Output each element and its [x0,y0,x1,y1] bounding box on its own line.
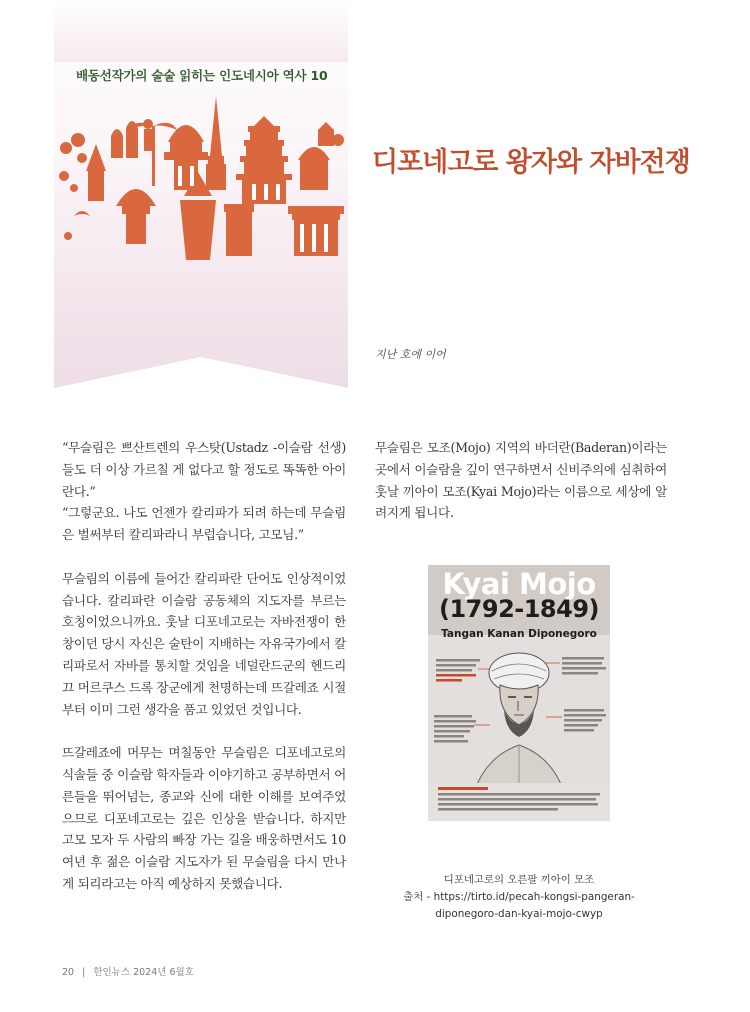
poster-subtitle: Tangan Kanan Diponegoro [441,628,597,640]
caption-title: 디포네고로의 오른팔 끼아이 모조 [443,874,595,886]
caption-source: 출처 - https://tirto.id/pecah-kongsi-pangeran- [403,891,635,903]
poster-name: Kyai Mojo [442,567,596,601]
paragraph: 무슬림의 이름에 들어간 칼리파란 단어도 인상적이었습니다. 칼리파란 이슬람 공동체의 지도자를 부르는 호칭이었으니까요. 훗날 디포네고로는 자바전쟁이 한창이던 당시 자신은 술탄이 지배하는 자유국가에서 칼리파로서 자바를 통치할 것임을 네덜란드군의 헨드리끄 머르쿠스 드록 장군에게 천명하는데 뜨갈레죠 시절부터 이미 그런 생각을 품고 있었던 것입니다. [62,570,346,717]
page-footer [62,964,194,978]
kyai-mojo-poster [428,565,610,821]
paragraph: 뜨갈레죠에 머무는 며칠동안 무슬림은 디포네고로의 식솔들 중 이슬람 학자들과 이야기하고 공부하면서 어른들을 뛰어넘는, 종교와 신에 대한 이해를 보여주었으므로 디포네고로는 깊은 인상을 받습니다. 하지만 고모 모자 두 사람의 빠장 가는 길을 배웅하면서도 10여년 후 젊은 이슬람 지도자가 된 무슬림을 다시 만나게 되리라고는 아직 예상하지 못했습니다. [62,745,346,891]
article-title: 디포네고로 왕자와 자바전쟁 [372,147,690,178]
poster-years: (1792-1849) [439,595,599,623]
page-number: 20 [62,967,75,978]
temple-illustration [56,96,346,266]
header-ribbon-top [54,0,348,62]
footer-separator: | [82,967,86,978]
caption-source-cont: diponegoro-dan-kyai-mojo-cwyp [435,908,603,920]
publication-name: 한인뉴스 2024년 6월호 [93,967,194,978]
image-caption [372,872,666,923]
portrait-illustration [428,645,610,821]
paragraph: 무슬림은 모조(Mojo) 지역의 바더란(Baderan)이라는 곳에서 이슬람을 깊이 연구하면서 신비주의에 심취하여 훗날 끼아이 모조(Kyai Mojo)라는 이름으로 세상에 알려지게 됩니다. [375,440,667,521]
right-column [375,437,667,524]
left-column [62,437,346,895]
paragraph: “그렇군요. 나도 언젠가 칼리파가 되려 하는데 무슬림은 벌써부터 칼리파라니 부럽습니다, 고모님.” [62,505,346,543]
paragraph: “무슬림은 쁘산트렌의 우스탓(Ustadz -이슬람 선생)들도 더 이상 가르칠 게 없다고 할 정도로 똑똑한 아이란다.” [62,440,346,499]
continued-label: 지난 호에 이어 [375,348,446,361]
series-title: 배동선작가의 술술 읽히는 인도네시아 역사 10 [76,68,328,83]
